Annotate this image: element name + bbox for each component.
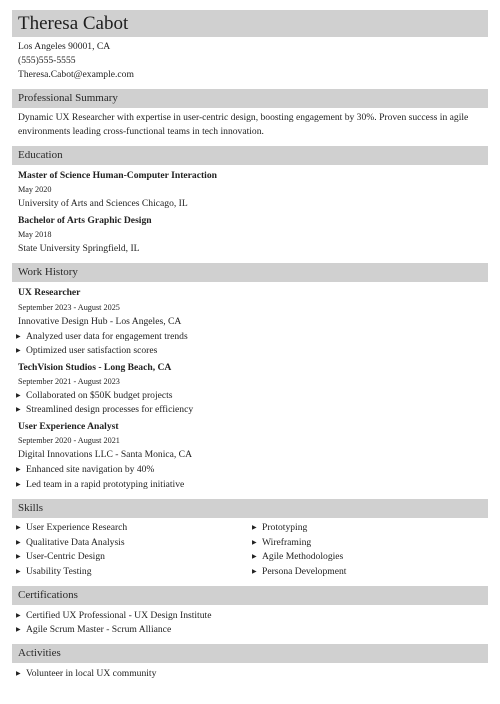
skills-heading: Skills	[12, 499, 488, 518]
bullet-icon: ▶	[16, 613, 21, 619]
bullet-icon: ▶	[16, 671, 21, 677]
bullet-icon: ▶	[16, 627, 21, 633]
candidate-name: Theresa Cabot	[12, 10, 488, 37]
bullet-icon: ▶	[252, 540, 257, 546]
list-item	[16, 521, 127, 535]
bullet-icon: ▶	[16, 334, 21, 340]
list-item	[16, 550, 105, 564]
summary-heading: Professional Summary	[12, 89, 488, 108]
list-item	[252, 536, 311, 550]
certification-item: Certified UX Professional - UX Design Institute	[26, 610, 212, 621]
skill-item: User Experience Research	[26, 522, 128, 533]
bullet-icon: ▶	[16, 393, 21, 399]
bullet-icon: ▶	[252, 525, 257, 531]
job-bullet: Collaborated on $50K budget projects	[26, 390, 173, 401]
bullet-icon: ▶	[16, 407, 21, 413]
list-item	[252, 550, 343, 564]
skill-item: Wireframing	[262, 537, 312, 548]
skill-item: Persona Development	[262, 566, 347, 577]
skill-item: Qualitative Data Analysis	[26, 537, 125, 548]
job-bullet: Enhanced site navigation by 40%	[26, 464, 155, 475]
bullet-icon: ▶	[16, 554, 21, 560]
skill-item: Agile Methodologies	[262, 551, 344, 562]
bullet-icon: ▶	[16, 525, 21, 531]
job-title: User Experience Analyst	[18, 421, 119, 432]
list-item	[16, 623, 171, 637]
job-dates: September 2021 - August 2023	[18, 377, 120, 386]
education-degree: Bachelor of Arts Graphic Design	[18, 215, 152, 226]
job-bullet: Streamlined design processes for efficiency	[26, 404, 194, 415]
phone: (555)555-5555	[18, 55, 76, 66]
skill-item: Usability Testing	[26, 566, 92, 577]
list-item	[16, 344, 157, 358]
education-date: May 2018	[18, 230, 52, 239]
certifications-heading: Certifications	[12, 586, 488, 605]
work-heading: Work History	[12, 263, 488, 282]
list-item	[16, 463, 154, 477]
certification-item: Agile Scrum Master - Scrum Alliance	[26, 624, 172, 635]
list-item	[252, 521, 307, 535]
list-item	[16, 330, 188, 344]
job-bullet: Led team in a rapid prototyping initiative	[26, 479, 185, 490]
bullet-icon: ▶	[252, 569, 257, 575]
job-title: UX Researcher	[18, 287, 81, 298]
education-heading: Education	[12, 146, 488, 165]
job-bullet: Analyzed user data for engagement trends	[26, 331, 188, 342]
job-dates: September 2020 - August 2021	[18, 436, 120, 445]
job-company: Innovative Design Hub - Los Angeles, CA	[18, 316, 182, 327]
skill-item: User-Centric Design	[26, 551, 105, 562]
activity-item: Volunteer in local UX community	[26, 668, 157, 679]
bullet-icon: ▶	[16, 348, 21, 354]
bullet-icon: ▶	[16, 569, 21, 575]
list-item	[16, 565, 92, 579]
job-bullet: Optimized user satisfaction scores	[26, 345, 158, 356]
job-title: TechVision Studios - Long Beach, CA	[18, 362, 172, 373]
education-school: University of Arts and Sciences Chicago, IL	[18, 198, 188, 209]
job-company: Digital Innovations LLC - Santa Monica, CA	[18, 449, 192, 460]
bullet-icon: ▶	[16, 482, 21, 488]
list-item	[16, 403, 193, 417]
address: Los Angeles 90001, CA	[18, 41, 111, 52]
list-item	[16, 667, 156, 681]
skill-item: Prototyping	[262, 522, 308, 533]
education-date: May 2020	[18, 185, 52, 194]
list-item	[16, 609, 211, 623]
bullet-icon: ▶	[252, 554, 257, 560]
education-degree: Master of Science Human-Computer Interaction	[18, 170, 217, 181]
list-item	[16, 478, 184, 492]
activities-heading: Activities	[12, 644, 488, 663]
bullet-icon: ▶	[16, 540, 21, 546]
list-item	[16, 389, 173, 403]
summary-text: Dynamic UX Researcher with expertise in user-centric design, boosting engagement by 30%. Proven success in agile environments leading cross-functional teams in tech innovation.	[18, 112, 469, 137]
bullet-icon: ▶	[16, 467, 21, 473]
email: Theresa.Cabot@example.com	[18, 69, 134, 80]
list-item	[252, 565, 346, 579]
job-dates: September 2023 - August 2025	[18, 303, 120, 312]
education-school: State University Springfield, IL	[18, 243, 140, 254]
list-item	[16, 536, 125, 550]
